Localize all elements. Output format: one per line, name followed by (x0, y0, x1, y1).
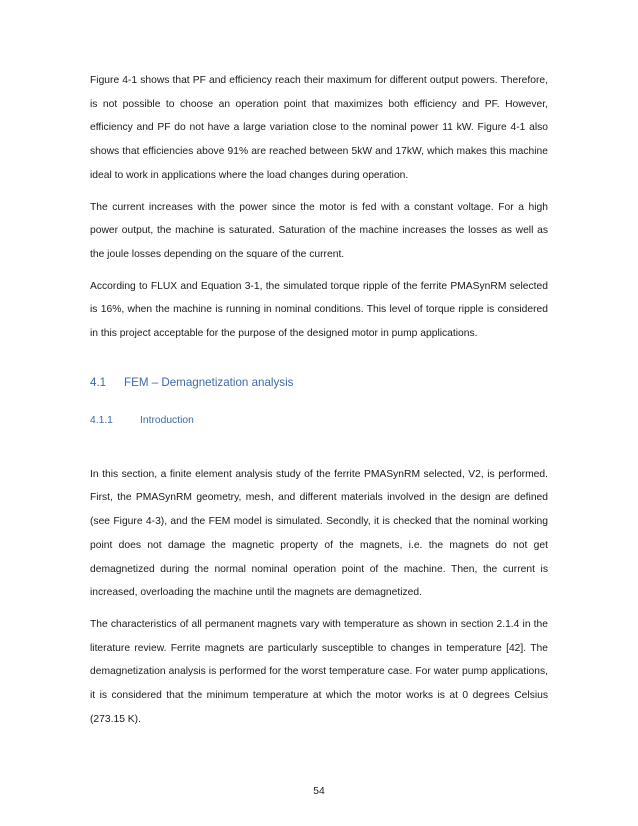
body-paragraph: The characteristics of all permanent magnets vary with temperature as shown in section 2.1.4 in the literature review. Ferrite magnets are particularly susceptible to changes in temperature [42]. The demagnetization analysis is performed for the worst temperature case. For water pump applications, it is considered that the minimum temperature at which the motor works is at 0 degrees Celsius (273.15 K). (90, 618, 548, 725)
body-paragraph: In this section, a finite element analysis study of the ferrite PMASynRM selected, V2, is performed. First, the PMASynRM geometry, mesh, and different materials involved in the design are defined (see Figure 4-3), and the FEM model is simulated. Secondly, it is checked that the nominal working point does not damage the magnetic property of the magnets, i.e. the magnets do not get demagnetized during the normal nominal operation point of the machine. Then, the current is increased, overloading the machine until the magnets are demagnetized. (90, 468, 548, 599)
subsection-number: 4.1.1 (90, 414, 113, 426)
page-content (90, 69, 548, 739)
body-paragraph: The current increases with the power since the motor is fed with a constant voltage. For a high power output, the machine is saturated. Saturation of the machine increases the losses as well as the joule losses depending on the square of the current. (90, 201, 548, 260)
section-heading (90, 373, 548, 393)
body-paragraph: According to FLUX and Equation 3-1, the simulated torque ripple of the ferrite PMASynRM selected is 16%, when the machine is running in nominal conditions. This level of torque ripple is considered in this project acceptable for the purpose of the designed motor in pump applications. (90, 280, 548, 340)
page-number: 54 (313, 786, 325, 797)
section-number: 4.1 (90, 375, 107, 389)
subsection-heading (90, 411, 548, 431)
section-title: FEM – Demagnetization analysis (124, 375, 294, 389)
body-paragraph: Figure 4-1 shows that PF and efficiency reach their maximum for different output powers. Therefore, is not possible to choose an operation point that maximizes both efficiency and PF. However, efficiency and PF do not have a large variation close to the nominal power 11 kW. Figure 4-1 also shows that efficiencies above 91% are reached between 5kW and 17kW, which makes this machine ideal to work in applications where the load changes during operation. (90, 75, 548, 181)
spacer (90, 354, 548, 373)
spacer (90, 393, 548, 411)
spacer (90, 431, 548, 463)
subsection-title: Introduction (140, 414, 194, 426)
